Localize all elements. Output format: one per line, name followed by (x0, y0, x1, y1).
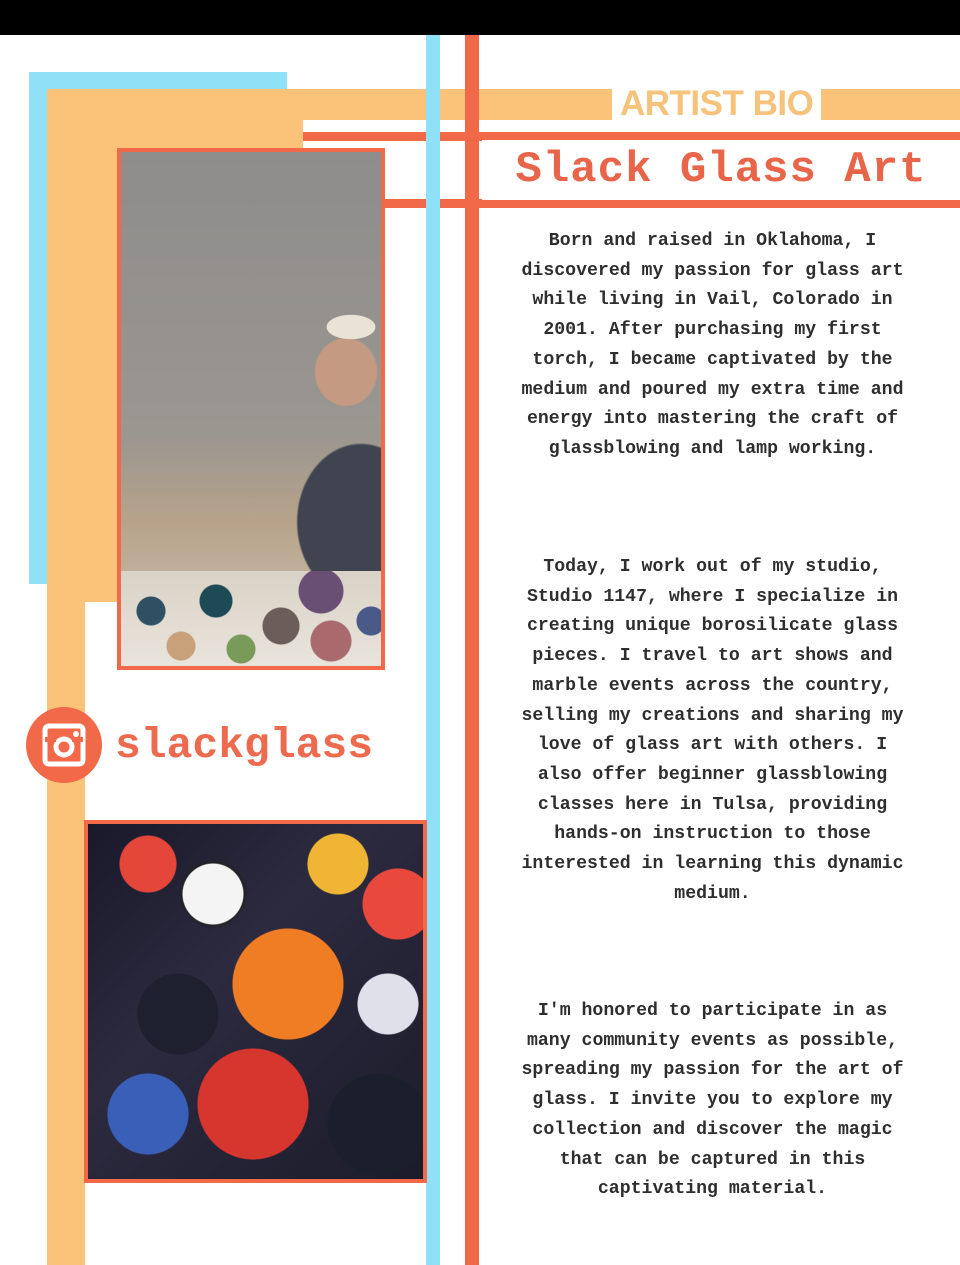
coral-vertical-line (465, 35, 479, 1265)
blue-vertical-line (426, 35, 440, 1265)
bio-text: Born and raised in Oklahoma, I discovered my passion for glass art while living in Vail, Colorado in 2001. After purchasing my first torch, I became captivated by the medium and poured my extra time and energy into mastering the craft of glassblowing and lamp working. (521, 231, 904, 459)
bio-text: I'm honored to participate in as many community events as possible, spreading my passion for the art of glass. I invite you to explore my collection and discover the magic that can be captured in this captivating material. (521, 1001, 904, 1200)
instagram-icon (26, 707, 102, 783)
peach-behind-photo (47, 149, 119, 602)
peach-top-block (47, 89, 303, 149)
bio-text: Today, I work out of my studio, Studio 1147, where I specialize in creating unique borosilicate glass pieces. I travel to art shows and marble events across the country, selling my creations and sharing my love of glass art with others. I also offer beginner glassblowing classes here in Tulsa, providing hands-on instruction to those interested in learning this dynamic medium. (521, 557, 904, 904)
table-of-marbles (121, 571, 381, 666)
page-title: Slack Glass Art (482, 140, 960, 200)
section-label: ARTIST BIO (612, 84, 821, 124)
instagram-badge[interactable] (26, 707, 102, 783)
bio-paragraph-1 (515, 227, 910, 465)
marbles-photo (84, 820, 427, 1183)
top-black-bar (0, 0, 960, 35)
instagram-handle[interactable]: slackglass (115, 721, 374, 770)
bio-paragraph-3 (515, 997, 910, 1205)
artist-photo (117, 148, 385, 670)
bio-paragraph-2 (515, 553, 910, 909)
